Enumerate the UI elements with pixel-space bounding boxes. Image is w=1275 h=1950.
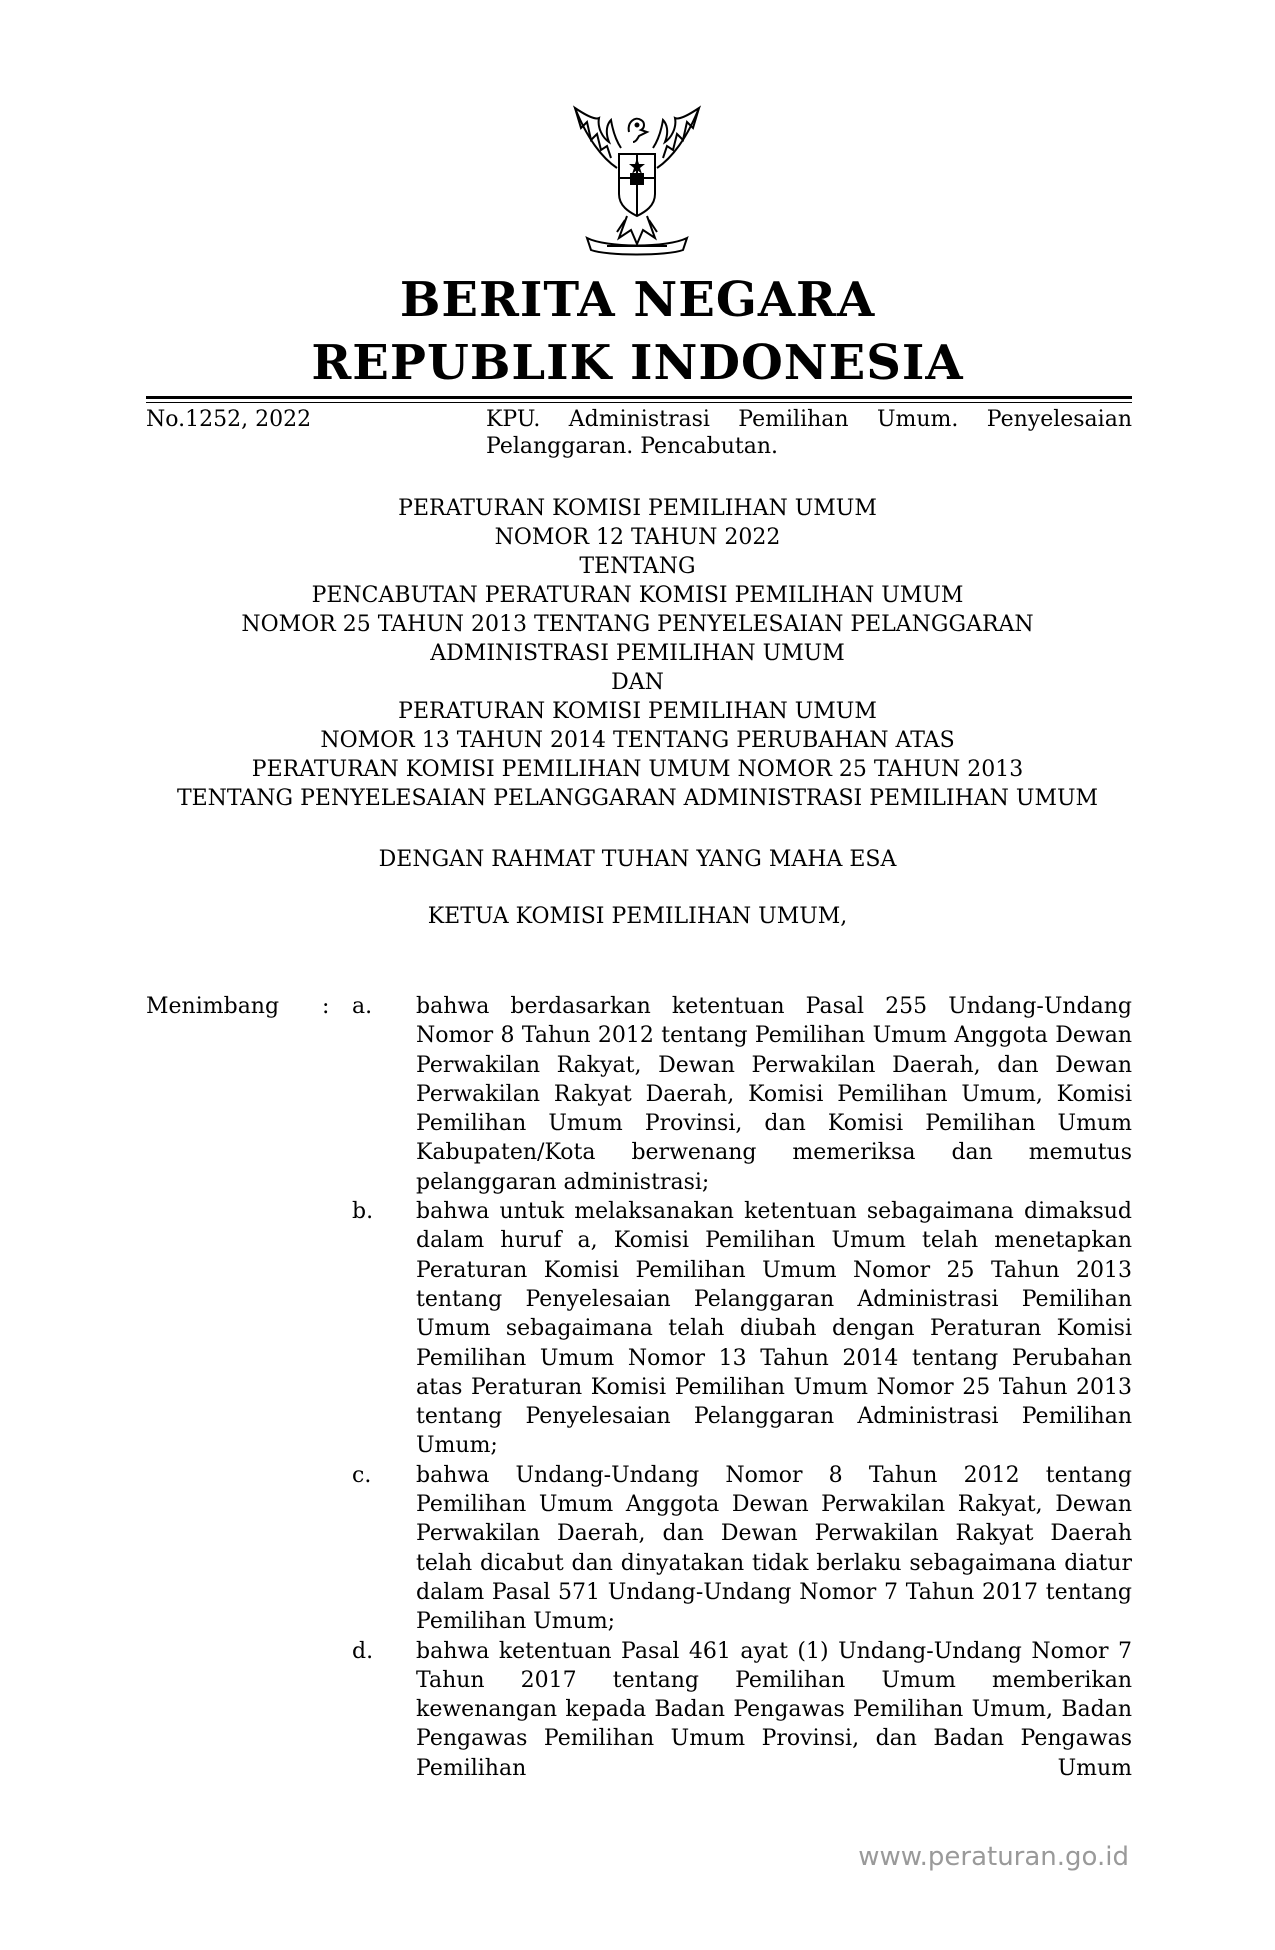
- issuer-heading: KETUA KOMISI PEMILIHAN UMUM,: [427, 904, 848, 929]
- item-text: bahwa berdasarkan ketentuan Pasal 255 Undang-Undang Nomor 8 Tahun 2012 tentang Pemilihan Umum Anggota Dewan Perwakilan Rakyat, Dewan Perwakilan Daerah, dan Dewan Perwakilan Rakyat Daerah, Komisi Pemilihan Umum, Komisi Pemilihan Umum Provinsi, dan Komisi Pemilihan Umum Kabupaten/Kota berwenang memeriksa dan memutus pelanggaran administrasi;: [416, 994, 1132, 1195]
- considering-separator: :: [322, 994, 330, 1019]
- garuda-emblem-icon: [547, 98, 727, 260]
- masthead-subtitle: REPUBLIK INDONESIA: [311, 335, 964, 391]
- invocation: DENGAN RAHMAT TUHAN YANG MAHA ESA: [378, 847, 897, 872]
- item-letter: a.: [352, 994, 373, 1019]
- issue-description: KPU. Administrasi Pemilihan Umum. Penyelesaian Pelanggaran. Pencabutan.: [486, 407, 1132, 459]
- considering-list: [352, 992, 1132, 1783]
- masthead-rule: [146, 396, 1132, 399]
- considering-item: [352, 1637, 1132, 1783]
- considering-label: Menimbang: [146, 994, 280, 1019]
- title-line: TENTANG: [579, 554, 696, 579]
- considering-item: [352, 1461, 1132, 1637]
- item-text: bahwa Undang-Undang Nomor 8 Tahun 2012 tentang Pemilihan Umum Anggota Dewan Perwakilan Rakyat, Dewan Perwakilan Daerah, dan Dewan Perwakilan Rakyat Daerah telah dicabut dan dinyatakan tidak berlaku sebagaimana diatur dalam Pasal 571 Undang-Undang Nomor 7 Tahun 2017 tentang Pemilihan Umum;: [416, 1462, 1132, 1635]
- title-line: DAN: [611, 670, 664, 695]
- considering-item: [352, 1197, 1132, 1461]
- title-line: PENCABUTAN PERATURAN KOMISI PEMILIHAN UMUM: [311, 583, 964, 608]
- title-line: ADMINISTRASI PEMILIHAN UMUM: [430, 641, 845, 666]
- regulation-title: [140, 494, 1135, 813]
- item-letter: b.: [352, 1199, 374, 1225]
- masthead-title: BERITA NEGARA: [399, 272, 876, 328]
- item-letter: d.: [352, 1638, 374, 1664]
- considering-item: [352, 992, 1132, 1197]
- title-line: NOMOR 25 TAHUN 2013 TENTANG PENYELESAIAN PELANGGARAN: [241, 612, 1034, 637]
- title-line: PERATURAN KOMISI PEMILIHAN UMUM NOMOR 25 TAHUN 2013: [251, 757, 1024, 782]
- item-text: bahwa untuk melaksanakan ketentuan sebagaimana dimaksud dalam huruf a, Komisi Pemilihan Umum telah menetapkan Peraturan Komisi Pemilihan Umum Nomor 25 Tahun 2013 tentang Penyelesaian Pelanggaran Administrasi Pemilihan Umum sebagaimana telah diubah dengan Peraturan Komisi Pemilihan Umum Nomor 13 Tahun 2014 tentang Perubahan atas Peraturan Komisi Pemilihan Umum Nomor 25 Tahun 2013 tentang Penyelesaian Pelanggaran Administrasi Pemilihan Umum;: [416, 1199, 1132, 1459]
- title-line: PERATURAN KOMISI PEMILIHAN UMUM: [398, 699, 877, 724]
- title-line: PERATURAN KOMISI PEMILIHAN UMUM: [398, 496, 877, 521]
- masthead-rule-thin: [146, 402, 1132, 403]
- item-letter: c.: [352, 1462, 372, 1488]
- title-line: NOMOR 12 TAHUN 2022: [494, 525, 781, 550]
- title-line: TENTANG PENYELESAIAN PELANGGARAN ADMINISTRASI PEMILIHAN UMUM: [176, 786, 1099, 811]
- title-line: NOMOR 13 TAHUN 2014 TENTANG PERUBAHAN ATAS: [320, 728, 955, 753]
- footer-url: www.peraturan.go.id: [858, 1842, 1129, 1872]
- issue-number: No.1252, 2022: [146, 407, 312, 432]
- item-text: bahwa ketentuan Pasal 461 ayat (1) Undang-Undang Nomor 7 Tahun 2017 tentang Pemilihan Umum memberikan kewenangan kepada Badan Pengawas Pemilihan Umum, Badan Pengawas Pemilihan Umum Provinsi, dan Badan Pengawas Pemilihan Umum: [416, 1638, 1132, 1781]
